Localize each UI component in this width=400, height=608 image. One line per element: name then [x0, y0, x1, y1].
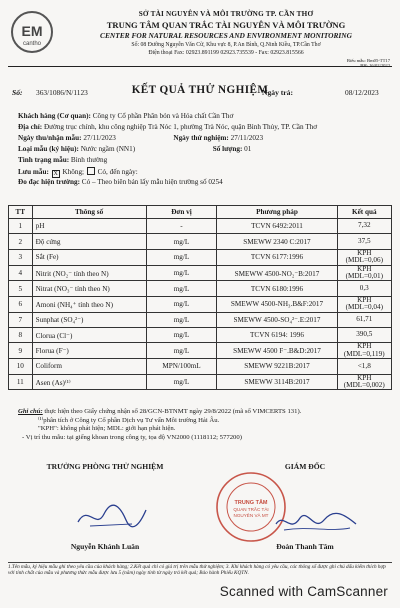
- table-row: [9, 343, 392, 359]
- signature-left-title: TRƯỞNG PHÒNG THỬ NGHIỆM: [46, 462, 164, 471]
- result-value: 61,71: [356, 315, 373, 324]
- table-row: [9, 249, 392, 265]
- table-row: [9, 296, 392, 312]
- col-header-method: Phương pháp: [217, 206, 337, 219]
- field-measurement-value: Có – Theo biên bản lấy mẫu hiện trường số 0254: [81, 178, 223, 186]
- cell-parameter: Độ cứng: [32, 234, 146, 249]
- cell-unit: mg/L: [146, 281, 217, 296]
- cell-parameter: Nitrat (NO₃⁻ tính theo N): [32, 281, 146, 296]
- cell-method: TCVN 6492:2011: [217, 219, 337, 234]
- sample-state-label: Tình trạng mẫu:: [18, 156, 70, 164]
- results-table: [8, 205, 392, 390]
- sample-state-field: [18, 156, 107, 164]
- address-value: Đường trục chính, khu công nghiệp Trà Nóc 1, phường Trà Nóc, quận Bình Thủy, TP. Cần Thơ: [43, 123, 318, 131]
- result-detection-limit: (MDL=0,01): [345, 272, 383, 280]
- cell-method: SMEWW 9221B:2017: [217, 359, 337, 374]
- cell-parameter: Sunphat (SO₄²⁻): [32, 312, 146, 327]
- cell-parameter: Nitrit (NO₂⁻ tính theo N): [32, 265, 146, 281]
- result-detection-limit: (MDL=0,06): [345, 256, 383, 265]
- signature-left-name: Nguyễn Khánh Luân: [70, 542, 140, 551]
- svg-text:QUAN TRẮC TÀI: QUAN TRẮC TÀI: [233, 507, 269, 512]
- result-value: KPH: [357, 295, 372, 304]
- cell-tt: 1: [9, 219, 33, 234]
- storage-field: [18, 167, 138, 178]
- cell-tt: 5: [9, 281, 33, 296]
- svg-text:TRUNG TÂM: TRUNG TÂM: [234, 500, 268, 506]
- cell-unit: mg/L: [146, 343, 217, 359]
- cell-tt: 8: [9, 328, 33, 343]
- cell-unit: mg/L: [146, 249, 217, 265]
- report-title: KẾT QUẢ THỬ NGHIỆM: [131, 84, 269, 96]
- cell-method: SMEWW 4500 F⁻.B&D:2017: [217, 343, 337, 359]
- svg-text:NGUYÊN VÀ MT: NGUYÊN VÀ MT: [233, 513, 269, 518]
- cell-method: TCVN 6194: 1996: [217, 328, 337, 343]
- received-value: 27/11/2023: [83, 134, 116, 142]
- signature-right-name: Đoàn Thanh Tâm: [276, 542, 334, 551]
- notes-heading: Ghi chú:: [18, 408, 43, 415]
- result-value: KPH: [357, 248, 372, 257]
- logo-subtext: cantho: [22, 41, 42, 47]
- cell-result: [337, 374, 391, 390]
- return-date-label: Ngày trả:: [262, 88, 293, 97]
- col-header-parameter: Thông số: [32, 206, 146, 219]
- cell-result: [337, 281, 391, 296]
- customer-label: Khách hàng (Cơ quan):: [18, 112, 91, 120]
- result-detection-limit: (MDL=0,002): [343, 381, 385, 389]
- result-value: KPH: [357, 342, 372, 351]
- cell-parameter: pH: [32, 219, 146, 234]
- cell-result: [337, 343, 391, 359]
- table-row: [9, 359, 392, 374]
- customer-field: [18, 112, 233, 120]
- signature-left-mark: [70, 500, 150, 532]
- notes-line-3: "KPH": không phát hiện; MDL: giới hạn phát hiện.: [38, 425, 176, 433]
- cell-method: TCVN 6180:1996: [217, 281, 337, 296]
- notes-block: [18, 408, 390, 442]
- cell-tt: 2: [9, 234, 33, 249]
- storage-yes-checkbox[interactable]: [87, 167, 95, 175]
- cell-unit: mg/L: [146, 328, 217, 343]
- cell-parameter: Coliform: [32, 359, 146, 374]
- notes-line-2: ⁽¹⁾phân tích ở Công ty Cổ phần Dịch vụ Tư vấn Môi trường Hải Âu.: [38, 416, 220, 424]
- sample-count-value: 01: [244, 145, 252, 153]
- sample-count-label: Số lượng:: [212, 145, 243, 153]
- notes-line-1: [18, 408, 390, 417]
- col-header-tt: TT: [9, 206, 33, 219]
- cell-method: SMEWW 4500-NO₂⁻B:2017: [217, 265, 337, 281]
- field-measurement-label: Đo đạc hiện trường:: [18, 178, 80, 186]
- cell-unit: mg/L: [146, 296, 217, 312]
- org-center-name: TRUNG TÂM QUAN TRẮC TÀI NGUYÊN VÀ MÔI TRƯỜNG: [106, 20, 346, 30]
- table-row: [9, 374, 392, 390]
- cell-tt: 4: [9, 265, 33, 281]
- table-row: [9, 281, 392, 296]
- cell-method: SMEWW 3114B:2017: [217, 374, 337, 390]
- organization-logo: [10, 10, 54, 54]
- result-value: 7,32: [357, 221, 371, 230]
- form-code-number: Biểu mẫu: Bm05-TT17: [346, 58, 390, 63]
- table-row: [9, 219, 392, 234]
- cell-method: TCVN 6177:1996: [217, 249, 337, 265]
- cell-unit: mg/L: [146, 234, 217, 249]
- table-row: [9, 265, 392, 281]
- cell-tt: 9: [9, 343, 33, 359]
- cell-result: [337, 312, 391, 327]
- cell-parameter: Sắt (Fe): [32, 249, 146, 265]
- result-value: 390,5: [356, 330, 373, 339]
- cell-method: SMEWW 2340 C:2017: [217, 234, 337, 249]
- field-measurement-field: [18, 178, 223, 186]
- col-header-unit: Đơn vị: [146, 206, 217, 219]
- storage-yes-label: Có, đến ngày:: [97, 168, 138, 176]
- cell-method: SMEWW 4500-NH₃.B&F:2017: [217, 296, 337, 312]
- cell-unit: mg/L: [146, 265, 217, 281]
- storage-no-checkbox[interactable]: X: [53, 171, 58, 177]
- cell-result: [337, 234, 391, 249]
- cell-unit: MPN/100mL: [146, 359, 217, 374]
- cell-unit: -: [146, 219, 217, 234]
- cell-method: SMEWW 4500-SO₄²⁻.E:2017: [217, 312, 337, 327]
- result-value: KPH: [357, 373, 372, 382]
- table-row: [9, 312, 392, 327]
- address-label: Địa chỉ:: [18, 123, 43, 131]
- customer-value: Công ty Cổ phần Phân bón và Hóa chất Cần Thơ: [92, 112, 234, 120]
- storage-no-label: Không;: [62, 168, 85, 176]
- sample-type-value: Nước ngầm (NN1): [80, 145, 136, 153]
- report-number-label: Số:: [12, 88, 23, 97]
- signature-right-title: GIÁM ĐỐC: [284, 462, 326, 471]
- tested-value: 27/11/2023: [230, 134, 264, 142]
- cell-result: [337, 265, 391, 281]
- footer-divider: [8, 562, 392, 563]
- table-row: [9, 234, 392, 249]
- notes-line-1-text: thực hiện theo Giấy chứng nhận số 28/GCN-BTNMT ngày 29/8/2022 (mã số VIMCERTS 131).: [44, 408, 302, 415]
- cell-unit: mg/L: [146, 312, 217, 327]
- tested-label: Ngày thử nghiệm:: [173, 134, 229, 142]
- table-row: [9, 328, 392, 343]
- result-value: 37,5: [357, 236, 371, 245]
- address-field: [18, 123, 317, 131]
- storage-label: Lưu mẫu:: [18, 168, 49, 176]
- cell-tt: 11: [9, 374, 33, 390]
- cell-tt: 10: [9, 359, 33, 374]
- cell-parameter: Florua (F⁻): [32, 343, 146, 359]
- dates-field: [18, 134, 263, 142]
- table-header-row: [9, 206, 392, 219]
- notes-line-4: - Vị trí thu mẫu: tại giếng khoan trong công ty, tọa độ VN2000 (1118112; 577200): [22, 433, 242, 441]
- org-department: SỞ TÀI NGUYÊN VÀ MÔI TRƯỜNG TP. CẦN THƠ: [138, 10, 314, 18]
- cell-parameter: Clorua (Cl⁻): [32, 328, 146, 343]
- cell-tt: 6: [9, 296, 33, 312]
- report-number: 363/1086/N/1123: [36, 88, 88, 97]
- cell-result: [337, 296, 391, 312]
- sample-type-field: [18, 145, 251, 153]
- received-label: Ngày thu/nhận mẫu:: [18, 134, 82, 142]
- sample-type-label: Loại mẫu (ký hiệu):: [18, 145, 79, 153]
- cell-parameter: Amoni (NH₄⁺ tính theo N): [32, 296, 146, 312]
- signature-right-mark: [270, 506, 360, 538]
- result-detection-limit: (MDL=0,04): [345, 303, 383, 312]
- cell-tt: 7: [9, 312, 33, 327]
- col-header-result: Kết quả: [337, 206, 391, 219]
- document-header: [6, 6, 394, 68]
- cell-result: [337, 249, 391, 265]
- org-contact: Điện thoại Fax: 02923.891199 02923.735539 - Fax: 02923.815566: [148, 50, 304, 56]
- cell-parameter: Asen (As)⁽¹⁾: [32, 374, 146, 390]
- logo-text: EM: [21, 23, 43, 39]
- cell-unit: mg/L: [146, 374, 217, 390]
- cell-result: [337, 359, 391, 374]
- result-value: KPH: [357, 264, 372, 273]
- footer-disclaimer: 1.Tên mẫu, ký hiệu mẫu ghi theo yêu cầu của khách hàng; 2.Kết quả chỉ có giá trị trên mẫu thử nghiệm; 3. Khi khách hàng có yêu cầu, các thông số được ghi chú dấu kiểm thích hợp với tính chất của mẫu và phương thức mẫu được lưu 5 (năm) ngày tính từ ngày trả kết quả; Bảo hành Phiếu KQTN.: [8, 564, 386, 577]
- result-detection-limit: (MDL=0,119): [343, 349, 385, 358]
- org-center-english: CENTER FOR NATURAL RESOURCES AND ENVIRONMENT MONITORING: [100, 31, 352, 40]
- cell-result: [337, 219, 391, 234]
- form-code-date: BH: 16/02/2022: [360, 63, 390, 68]
- header-divider: [8, 66, 392, 67]
- camscanner-watermark: Scanned with CamScanner: [219, 584, 388, 599]
- result-value: <1,8: [357, 361, 371, 370]
- sample-state-value: Bình thường: [70, 156, 108, 164]
- return-date: 08/12/2023: [345, 88, 379, 97]
- result-value: 0,3: [359, 283, 369, 292]
- org-address: Số: 08 Đường Nguyễn Văn Cừ, Khu vực 8, P.An Bình, Q.Ninh Kiều, TP.Cần Thơ: [131, 42, 321, 48]
- cell-tt: 3: [9, 249, 33, 265]
- cell-result: [337, 328, 391, 343]
